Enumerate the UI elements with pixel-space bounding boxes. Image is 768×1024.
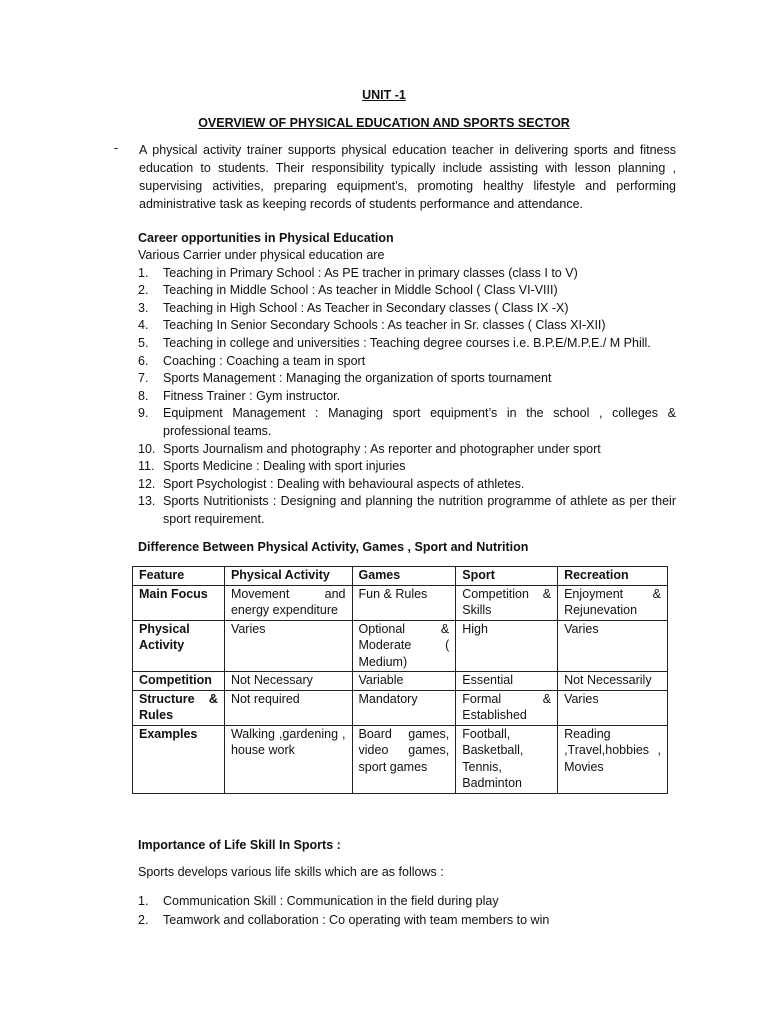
list-item-number: 9.: [138, 406, 149, 421]
list-item-number: 3.: [138, 300, 149, 315]
table-header-cell: Physical Activity: [224, 567, 352, 586]
table-header-cell: Recreation: [558, 567, 668, 586]
career-section: [138, 229, 676, 529]
difference-heading: Difference Between Physical Activity, Games , Sport and Nutrition: [138, 540, 529, 554]
list-item-text: Teaching in college and universities : Teaching degree courses i.e. B.P.E/M.P.E./ M Phill.: [163, 335, 651, 350]
table-header-cell: Feature: [133, 567, 225, 586]
list-item: [138, 353, 676, 371]
table-row: [133, 672, 668, 691]
table-cell: Not Necessary: [224, 672, 352, 691]
table-cell: Competition & Skills: [456, 585, 558, 620]
table-row-header: Physical Activity: [133, 620, 225, 672]
list-item-number: 8.: [138, 388, 149, 403]
list-item-number: 13.: [138, 494, 156, 509]
list-item: [138, 388, 676, 406]
table-row-header: Competition: [133, 672, 225, 691]
list-item-number: 10.: [138, 441, 156, 456]
list-item-text: Teaching in Middle School : As teacher in Middle School ( Class VI-VIII): [163, 283, 558, 298]
table-cell: Movement and energy expenditure: [224, 585, 352, 620]
list-item: [138, 892, 676, 911]
list-item-text: Teaching in Primary School : As PE tracher in primary classes (class I to V): [163, 265, 578, 280]
table-row: [133, 725, 668, 793]
list-item-number: 4.: [138, 318, 149, 333]
list-item: [138, 911, 676, 930]
list-item-number: 2.: [138, 912, 149, 927]
list-item: [138, 441, 676, 459]
table-cell: Fun & Rules: [352, 585, 456, 620]
list-item-text: Teaching In Senior Secondary Schools : As teacher in Sr. classes ( Class XI-XII): [163, 318, 606, 333]
life-skill-heading: Importance of Life Skill In Sports :: [138, 838, 341, 852]
list-item-text: Teaching in High School : As Teacher in Secondary classes ( Class IX -X): [163, 300, 569, 315]
table-cell: Variable: [352, 672, 456, 691]
table-cell: Board games, video games, sport games: [352, 725, 456, 793]
table-body: [133, 585, 668, 793]
intro-block: [114, 141, 676, 213]
list-item-text: Sport Psychologist : Dealing with behavioural aspects of athletes.: [163, 476, 525, 491]
list-item-number: 1.: [138, 894, 149, 908]
list-item: [138, 370, 676, 388]
list-item-number: 6.: [138, 353, 149, 368]
list-item-text: Sports Management : Managing the organization of sports tournament: [163, 371, 552, 386]
table-row: [133, 585, 668, 620]
career-heading: Career opportunities in Physical Education: [138, 231, 394, 245]
table-cell: Football, Basketball, Tennis, Badminton: [456, 725, 558, 793]
table-cell: Varies: [558, 620, 668, 672]
list-item: [138, 317, 676, 335]
list-item-text: Fitness Trainer : Gym instructor.: [163, 388, 341, 403]
table-header-row: [133, 567, 668, 586]
list-item-number: 2.: [138, 283, 149, 298]
table-row-header: Structure & Rules: [133, 690, 225, 725]
overview-title: OVERVIEW OF PHYSICAL EDUCATION AND SPORTS SECTOR: [198, 116, 570, 130]
list-item-number: 7.: [138, 371, 149, 386]
table-row: [133, 620, 668, 672]
list-item: [138, 405, 676, 440]
list-item-number: 5.: [138, 335, 149, 350]
list-item-text: Sports Journalism and photography : As reporter and photographer under sport: [163, 441, 601, 456]
table-cell: Formal & Established: [456, 690, 558, 725]
list-item-text: Sports Nutritionists : Designing and planning the nutrition programme of athlete as per their sport requirement.: [163, 494, 676, 526]
table-header-cell: Games: [352, 567, 456, 586]
table-header-cell: Sport: [456, 567, 558, 586]
list-item: [138, 335, 676, 353]
list-item-text: Communication Skill : Communication in the field during play: [163, 894, 499, 908]
list-item: [138, 265, 676, 283]
list-item: [138, 493, 676, 528]
career-list: [138, 265, 676, 529]
table-cell: High: [456, 620, 558, 672]
table-row-header: Examples: [133, 725, 225, 793]
table-cell: Reading ,Travel,hobbies , Movies: [558, 725, 668, 793]
table-cell: Not Necessarily: [558, 672, 668, 691]
list-item: [138, 300, 676, 318]
table-cell: Walking ,gardening , house work: [224, 725, 352, 793]
intro-paragraph: A physical activity trainer supports physical education teacher in delivering sports and fitness education to students. Their responsibility typically include assisting with lesson planning , supervising activities, preparing equipment’s, promoting healthy lifestyle and performing administrative task as keeping records of students performance and attendance.: [139, 143, 676, 211]
life-skill-intro: Sports develops various life skills which are as follows :: [138, 865, 444, 879]
table-cell: Varies: [558, 690, 668, 725]
list-item: [138, 458, 676, 476]
table-cell: Optional & Moderate ( Medium): [352, 620, 456, 672]
career-subheading: Various Carrier under physical education are: [138, 248, 385, 262]
table-cell: Mandatory: [352, 690, 456, 725]
intro-dash-marker: -: [114, 141, 119, 155]
list-item-number: 12.: [138, 476, 156, 491]
unit-title: UNIT -1: [362, 88, 406, 102]
list-item-text: Sports Medicine : Dealing with sport injuries: [163, 459, 406, 474]
table-cell: Varies: [224, 620, 352, 672]
difference-table: [132, 566, 668, 794]
life-skill-list: [138, 892, 676, 929]
table-cell: Not required: [224, 690, 352, 725]
list-item-text: Teamwork and collaboration : Co operating with team members to win: [163, 912, 550, 927]
table-cell: Enjoyment & Rejunevation: [558, 585, 668, 620]
list-item-number: 1.: [138, 265, 149, 280]
table-row: [133, 690, 668, 725]
list-item-text: Coaching : Coaching a team in sport: [163, 353, 366, 368]
list-item: [138, 282, 676, 300]
table-cell: Essential: [456, 672, 558, 691]
list-item-text: Equipment Management : Managing sport equipment’s in the school , colleges & professional teams.: [163, 406, 676, 438]
list-item: [138, 476, 676, 494]
list-item-number: 11.: [138, 459, 155, 474]
table-row-header: Main Focus: [133, 585, 225, 620]
